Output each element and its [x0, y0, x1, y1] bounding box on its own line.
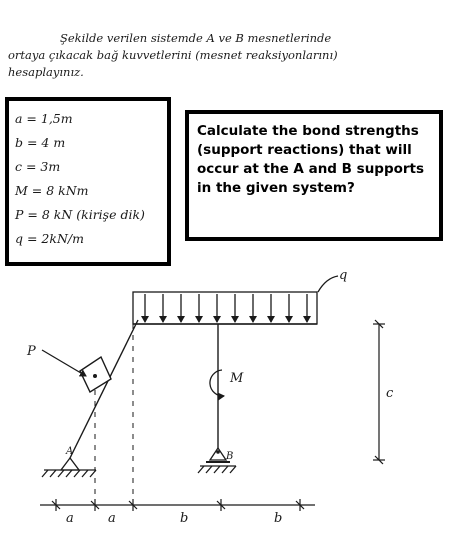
dimension-line	[40, 499, 315, 511]
force-p	[42, 350, 86, 376]
dim-a1-label: a	[66, 511, 74, 526]
given-a: a = 1,5m	[15, 111, 73, 126]
projection-lines	[95, 324, 133, 498]
translation-text: Calculate the bond strengths (support reactions) that will occur at the A and B supports in the given system?	[197, 123, 425, 196]
problem-line-1: Şekilde verilen sistemde A ve B mesnetlerinde	[60, 31, 332, 45]
moment-label: M	[230, 371, 244, 386]
force-label: P	[27, 344, 36, 359]
inclined-member	[70, 320, 138, 458]
dimension-c	[373, 320, 385, 464]
support-b-label: B	[226, 451, 234, 462]
moment-m	[210, 370, 224, 396]
given-m: M = 8 kNm	[15, 183, 89, 198]
support-a	[42, 458, 96, 477]
given-q: q = 2kN/m	[15, 231, 84, 246]
dim-a2-label: a	[108, 511, 116, 526]
given-c: c = 3m	[15, 159, 61, 174]
problem-line-3: hesaplayınız.	[8, 65, 84, 79]
support-a-label: A	[66, 446, 74, 457]
dim-c-label: c	[386, 386, 394, 401]
dim-b1-label: b	[180, 511, 189, 526]
dim-b2-label: b	[274, 511, 283, 526]
load-label: q	[339, 268, 348, 283]
given-b: b = 4 m	[15, 135, 66, 150]
distributed-load	[133, 276, 338, 324]
given-p: P = 8 kN (kirişe dik)	[15, 207, 145, 222]
problem-line-2: ortaya çıkacak bağ kuvvetlerini (mesnet reaksiyonlarını)	[8, 48, 338, 62]
